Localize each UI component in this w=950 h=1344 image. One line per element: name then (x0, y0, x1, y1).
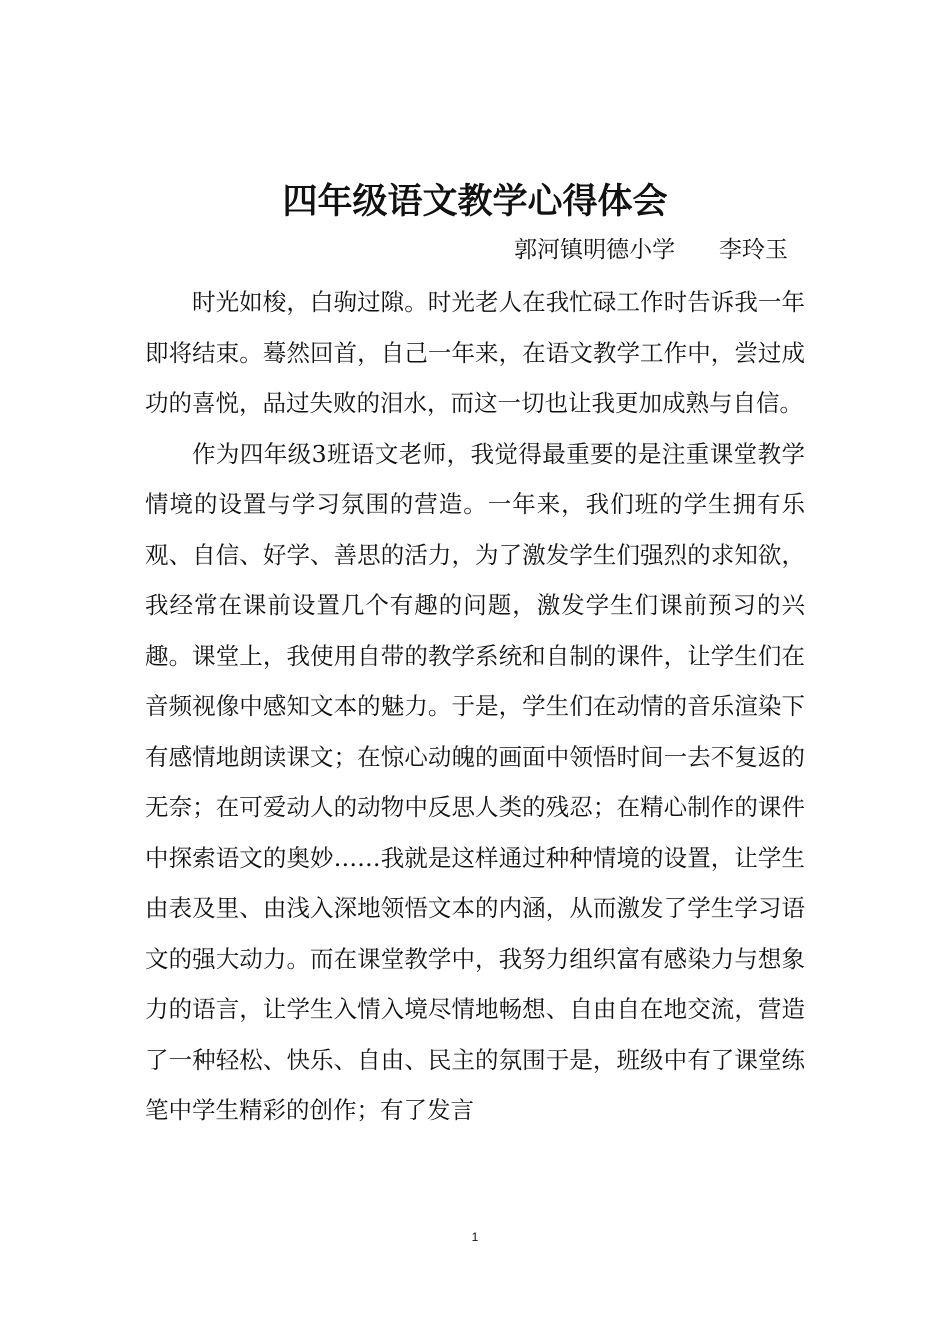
author-line: 郭河镇明德小学 李玲玉 (514, 237, 788, 263)
paragraph: 时光如梭，白驹过隙。时光老人在我忙碌工作时告诉我一年即将结束。蓦然回首，自己一年来，在语文教学工作中，尝过成功的喜悦，品过失败的泪水，而这一切也让我更加成熟与自信。 (145, 288, 805, 417)
document-body (145, 277, 805, 1136)
paragraph: 作为四年级3班语文老师，我觉得最重要的是注重课堂教学情境的设置与学习氛围的营造。一年来，我们班的学生拥有乐观、自信、好学、善思的活力，为了激发学生们强烈的求知欲，我经常在课前设置几个有趣的问题，激发学生们课前预习的兴趣。课堂上，我使用自带的教学系统和自制的课件，让学生们在音频视像中感知文本的魅力。于是，学生们在动情的音乐渲染下有感情地朗读课文；在惊心动魄的画面中领悟时间一去不复返的无奈；在可爱动人的动物中反思人类的残忍；在精心制作的课件中探索语文的奥妙……我就是这样通过种种情境的设置，让学生由表及里、由浅入深地领悟文本的内涵，从而激发了学生学习语文的强大动力。而在课堂教学中，我努力组织富有感染力与想象力的语言，让学生入情入境尽情地畅想、自由自在地交流，营造了一种轻松、快乐、自由、民主的氛围于是，班级中有了课堂练笔中学生精彩的创作；有了发言 (145, 439, 805, 1124)
page-number: 1 (471, 1230, 479, 1244)
document-title: 四年级语文教学心得体会 (282, 181, 668, 222)
